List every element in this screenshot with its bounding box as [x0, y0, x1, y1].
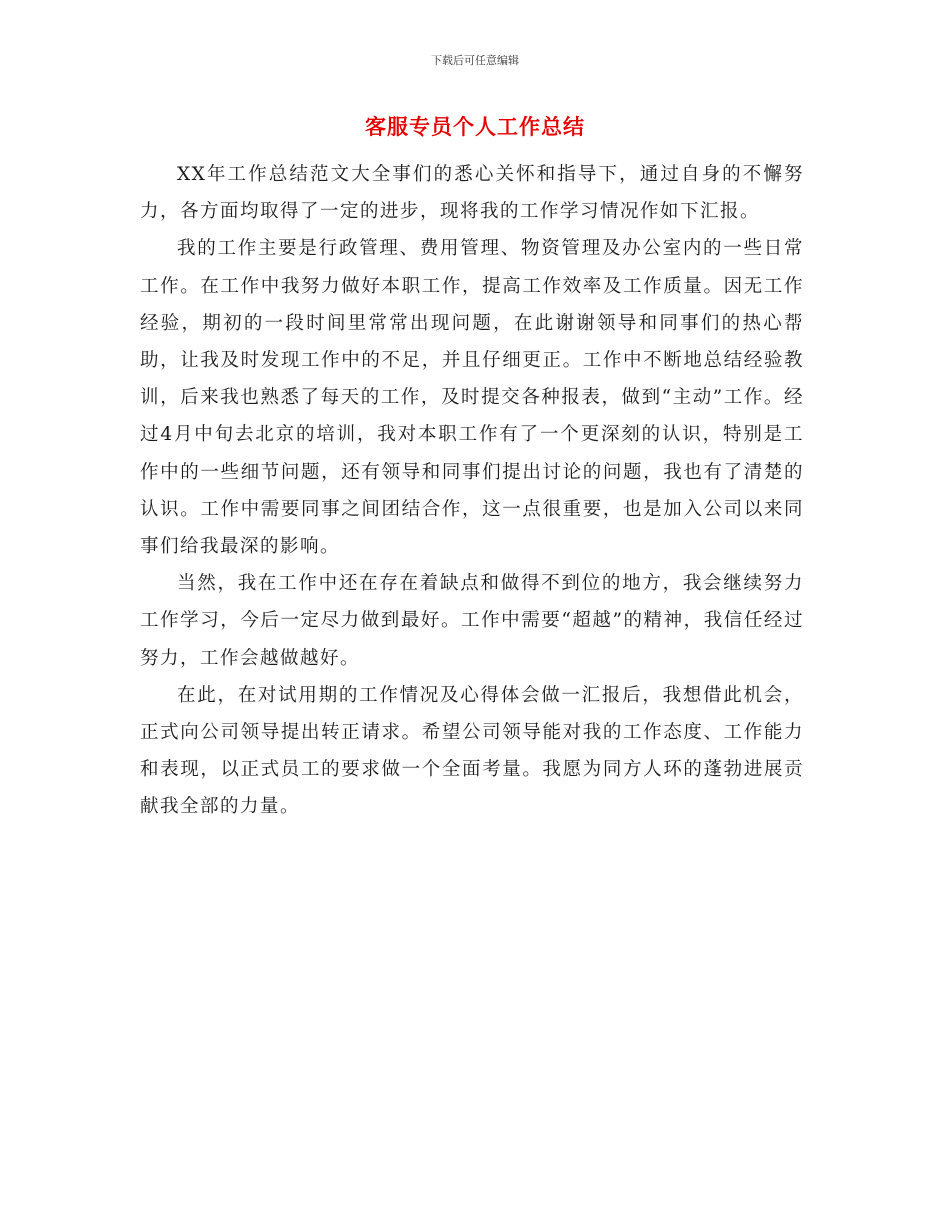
paragraph-3: 当然，我在工作中还在存在着缺点和做得不到位的地方，我会继续努力工作学习，今后一定尽力做到最好。工作中需要“超越”的精神，我信任经过努力，工作会越做越好。 [140, 573, 804, 669]
paragraph-2: 我的工作主要是行政管理、费用管理、物资管理及办公室内的一些日常工作。在工作中我努力做好本职工作，提高工作效率及工作质量。因无工作经验，期初的一段时间里常常出现问题，在此谢谢领导和同事们的热心帮助，让我及时发现工作中的不足，并且仔细更正。工作中不断地总结经验教训，后来我也熟悉了每天的工作，及时提交各种报表，做到“主动”工作。经过4月中旬去北京的培训，我对本职工作有了一个更深刻的认识，特别是工作中的一些细节问题，还有领导和同事们提出讨论的问题，我也有了清楚的认识。工作中需要同事之间团结合作，这一点很重要，也是加入公司以来同事们给我最深的影响。 [140, 238, 804, 558]
document-title: 客服专员个人工作总结 [365, 115, 585, 139]
header-note: 下载后可任意编辑 [431, 54, 519, 67]
paragraph-1: XX年工作总结范文大全事们的悉心关怀和指导下，通过自身的不懈努力，各方面均取得了一定的进步，现将我的工作学习情况作如下汇报。 [140, 164, 804, 223]
document-body [140, 156, 804, 826]
paragraph-4: 在此，在对试用期的工作情况及心得体会做一汇报后，我想借此机会，正式向公司领导提出转正请求。希望公司领导能对我的工作态度、工作能力和表现，以正式员工的要求做一个全面考量。我愿为同方人环的蓬勃进展贡献我全部的力量。 [140, 684, 804, 818]
